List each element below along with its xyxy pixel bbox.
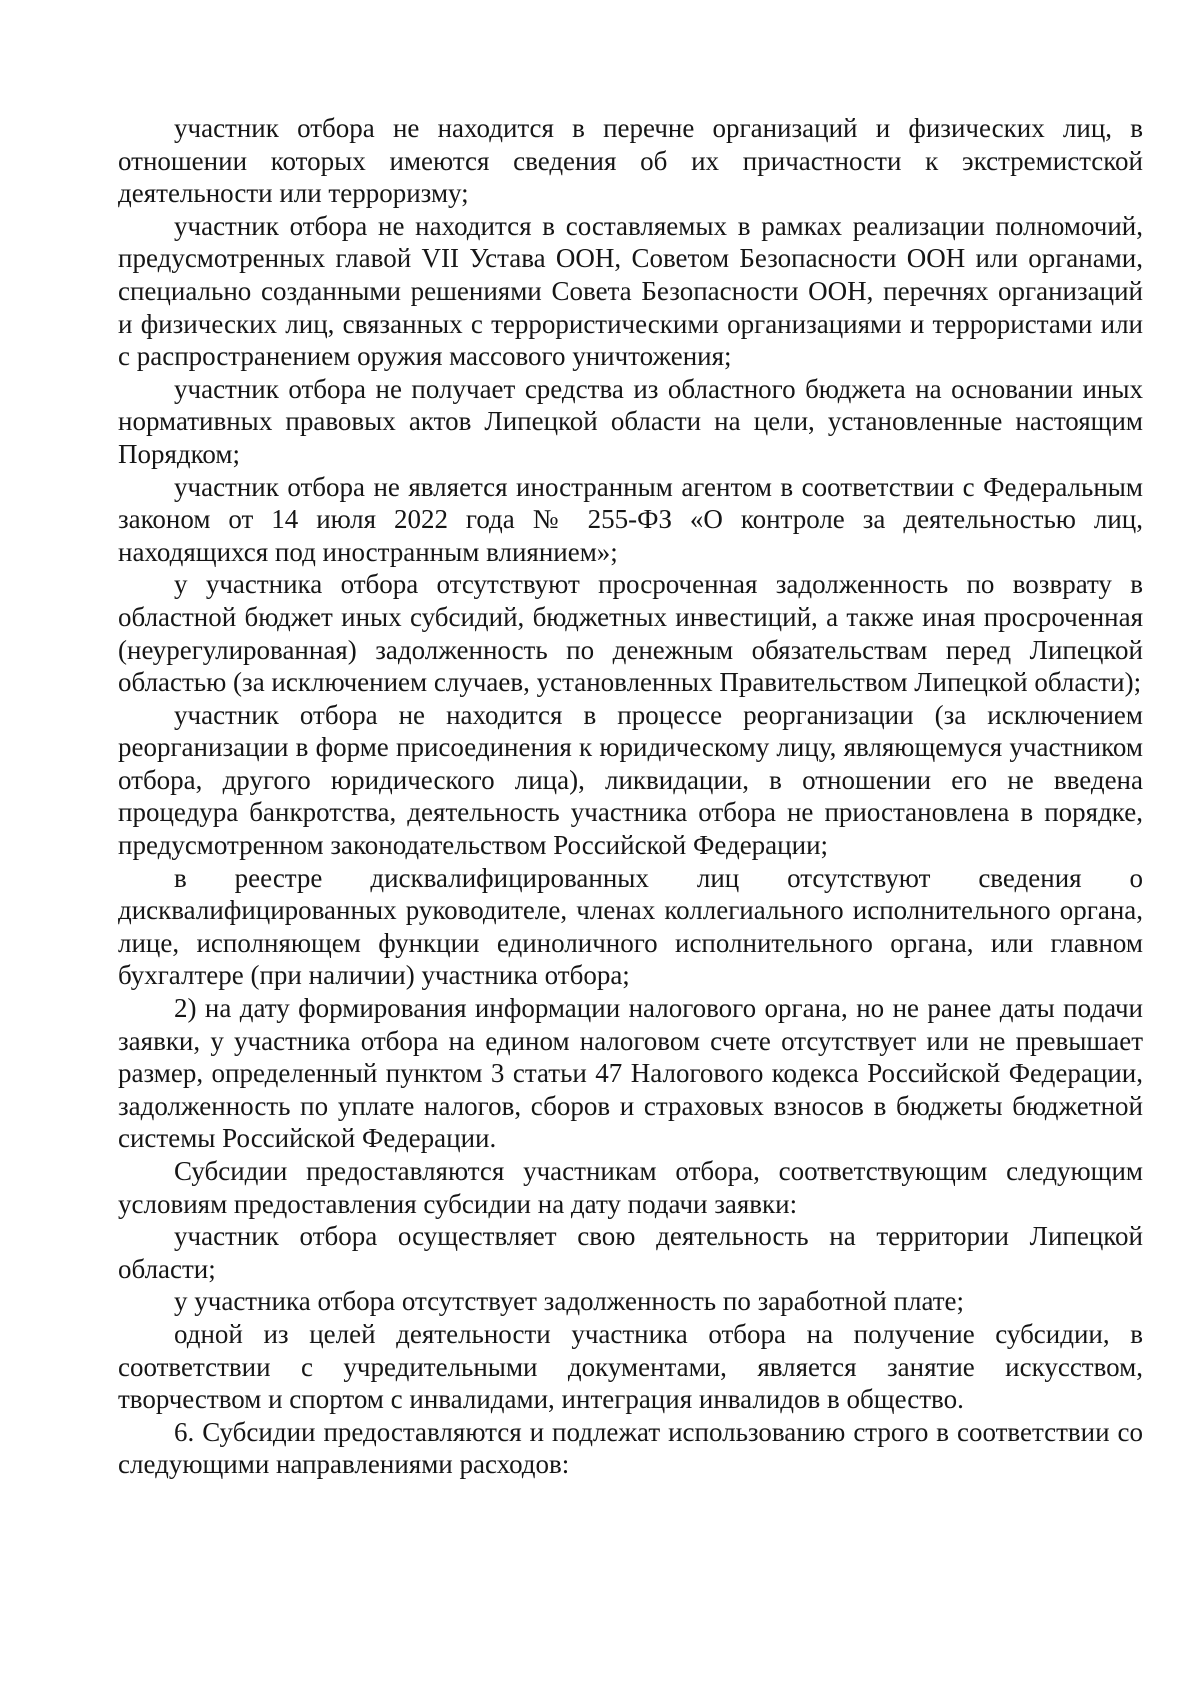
paragraph-no-reorganization: участник отбора не находится в процессе реорганизации (за исключением реорганизации в форме присоединения к юридическому лицу, являющемуся участником отбора, другого юридического лица), ликвидации, в отношении его не введена процедура банкротства, деятельность участника отбора не приостановлена в порядке, предусмотренном законодательством Российской Федерации; bbox=[118, 699, 1143, 861]
paragraph-item-6: 6. Субсидии предоставляются и подлежат использованию строго в соответствии со следующими направлениями расходов: bbox=[118, 1416, 1143, 1480]
paragraph-extremism-list: участник отбора не находится в перечне организаций и физических лиц, в отношении которых имеются сведения об их причастности к экстремистской деятельности или терроризму; bbox=[118, 113, 1143, 209]
paragraph-activity-goal: одной из целей деятельности участника отбора на получение субсидии, в соответствии с учредительными документами, является занятие искусством, творчеством и спортом с инвалидами, интеграция инвалидов в общество. bbox=[118, 1318, 1143, 1415]
paragraph-lipetsk-territory: участник отбора осуществляет свою деятельность на территории Липецкой области; bbox=[118, 1221, 1143, 1284]
paragraph-not-foreign-agent: участник отбора не является иностранным агентом в соответствии с Федеральным законом от 14 июля 2022 года № 255-ФЗ «О контроле за деятельностью лиц, находящихся под иностранным влиянием»; bbox=[118, 471, 1143, 567]
paragraph-no-overdue-debt: у участника отбора отсутствуют просроченная задолженность по возврату в областной бюджет иных субсидий, бюджетных инвестиций, а также иная просроченная (неурегулированная) задолженность по денежным обязательствам перед Липецкой областью (за исключением случаев, установленных Правительством Липецкой области); bbox=[118, 569, 1143, 698]
paragraph-un-sanctions-list: участник отбора не находится в составляемых в рамках реализации полномочий, предусмотренных главой VII Устава ООН, Советом Безопасности ООН или органами, специально созданными решениями Совета Безопасности ООН, перечнях организаций и физических лиц, связанных с террористическими организациями и террористами или с распространением оружия массового уничтожения; bbox=[118, 210, 1143, 372]
paragraph-no-wage-debt: у участника отбора отсутствует задолженность по заработной плате; bbox=[174, 1286, 965, 1317]
paragraph-subsidy-conditions: Субсидии предоставляются участникам отбора, соответствующим следующим условиям предоставления субсидии на дату подачи заявки: bbox=[118, 1156, 1143, 1219]
paragraph-tax-debt: 2) на дату формирования информации налогового органа, но не ранее даты подачи заявки, у участника отбора на едином налоговом счете отсутствует или не превышает размер, определенный пунктом 3 статьи 47 Налогового кодекса Российской Федерации, задолженность по уплате налогов, сборов и страховых взносов в бюджеты бюджетной системы Российской Федерации. bbox=[118, 993, 1143, 1154]
paragraph-no-other-budget-funds: участник отбора не получает средства из областного бюджета на основании иных нормативных правовых актов Липецкой области на цели, установленные настоящим Порядком; bbox=[118, 373, 1143, 469]
paragraph-disqualified-persons: в реестре дисквалифицированных лиц отсутствуют сведения о дисквалифицированных руководителе, членах коллегиального исполнительного органа, лице, исполняющем функции единоличного исполнительного органа, или главном бухгалтере (при наличии) участника отбора; bbox=[118, 862, 1143, 991]
document-body bbox=[118, 112, 1143, 1481]
